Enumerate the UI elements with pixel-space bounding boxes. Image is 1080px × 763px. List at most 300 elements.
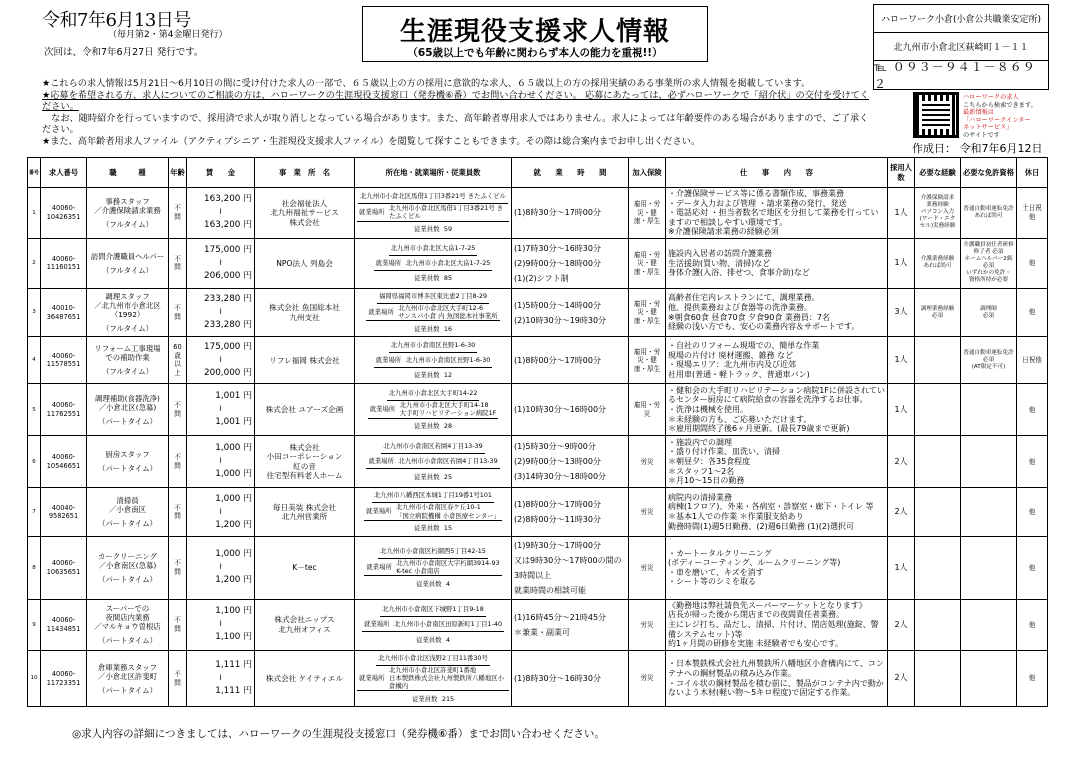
wage-max: 1,000 円 (215, 469, 252, 480)
wage-cell (187, 337, 255, 384)
required-license: 普通自動車運転免許 あれば尚可 (961, 188, 1017, 239)
wage-range-mark: ≀ (218, 207, 223, 218)
job-description: ・介護保険サービス等に係る書類作成、事務業務 ・データ入力および管理 ・請求業務の発行、発送 ・電話応対 ・担当者数名で地区を分担して業務を行っていますので相談しやすい環境です。 ※介護保険請求業務の経験必須 (666, 188, 888, 239)
staff-count-value: 59 (443, 225, 453, 234)
required-experience: 介護業務経験 あれば尚可 (915, 238, 961, 288)
work-location-value: 北九州市小倉北区大手町12-6 サンスパ小倉 内 魚国総本社事業所 (398, 303, 498, 321)
employment-type: （パートタイム） (98, 464, 157, 474)
work-location (364, 559, 501, 576)
wage-cell (187, 436, 255, 488)
work-location (357, 666, 509, 692)
footer-note: ◎求人内容の詳細につきましては、ハローワークの生涯現役支援窓口（発券機⑥番）までお問い合わせください。 (72, 728, 605, 740)
job-description: ・健和会の大手町リハビリテーション病院1Fに併設されているセンター厨房にて病院給食の容器を洗浄するお仕事。 ・洗浄は機械を使用。 ＊未経験の方も、ご応募いただけます。 ＊雇用期間終了後6ヶ月更新。(最長79歳まで更新) (666, 384, 888, 436)
required-experience (915, 536, 961, 599)
row-number: 1 (28, 188, 41, 239)
column-header: 休日 (1017, 158, 1048, 188)
wage-min: 1,100 円 (215, 606, 252, 617)
required-experience (915, 384, 961, 436)
job-title-cell (87, 599, 169, 650)
wage-cell (187, 650, 255, 707)
column-header: 所在地・就業場所・従業員数 (355, 158, 512, 188)
row-number: 4 (28, 337, 41, 384)
work-hours: (1)8時00分～17時00分 (2)8時00分～11時30分 (512, 488, 629, 536)
employment-type: （パートタイム） (98, 519, 157, 529)
work-location (357, 204, 509, 221)
insurance: 労災 (629, 536, 666, 599)
job-id: 40040-9582651 (41, 488, 87, 536)
work-location-label: 就業場所 (359, 208, 385, 217)
insurance: 雇用・労災 (629, 384, 666, 436)
staff-count-label: 従業員数 (413, 524, 440, 533)
job-title: 調理スタッフ ／北九州市小倉北区 （1992） (94, 292, 161, 320)
address-cell (355, 188, 512, 239)
office-box (873, 4, 1049, 90)
page-subtitle: （65歳以上でも年齢に関わらず本人の能力を重視!!） (407, 47, 663, 59)
job-description: 《勤務地は弊社請負先スーパーマーケットとなります》 店長が帰った後から閉店までの夜間責任者業務。 主にレジ打ち、品だし、清掃、片付け、閉店処理(施錠、警備システムセット)等 約1ヶ月間の研修を実施 未経験者でも安心です。 (666, 599, 888, 650)
age-requirement: 不問 (169, 436, 187, 488)
qr-caption: ハローワークの求人 こちらから検索できます。 最新情報は 「ハローワークインター ネットサービス」 のサイトです (963, 94, 1037, 139)
wage-max: 1,200 円 (215, 519, 252, 530)
company-address: 北九州市小倉南区下城野1丁目9-18 (380, 602, 486, 617)
wage-range-mark: ≀ (218, 404, 223, 415)
work-hours: (1)8時00分～17時00分 (512, 337, 629, 384)
job-description: 病院内の清掃業務 病棟(1フロア)、外来・各病室・診察室・廊下・トイレ 等 ＊基本1人での作業 ＊作業服支給あり 勤務時間(1)週5日勤務、(2)週6日勤務 (1)(2)選択可 (666, 488, 888, 536)
holidays: 土日祝他 (1017, 188, 1048, 239)
table-row[interactable] (28, 650, 1048, 707)
company-address: 北九州市小倉北区浅野2丁目11番30号 (376, 651, 490, 666)
wage-range-mark: ≀ (218, 562, 223, 573)
table-row[interactable] (28, 238, 1048, 288)
holidays: 他 (1017, 436, 1048, 488)
wage-max: 233,280 円 (204, 320, 252, 331)
job-title: 厨房スタッフ (105, 450, 150, 460)
address-cell (355, 337, 512, 384)
staff-count-label: 従業員数 (415, 635, 442, 644)
work-location-label: 就業場所 (368, 457, 394, 466)
required-license (961, 599, 1017, 650)
column-header: 求人番号 (41, 158, 87, 188)
company-address: 北九州市小倉北区馬借1丁目3番21号 きたふくビル (358, 189, 508, 204)
staff-count-value: 25 (443, 472, 453, 481)
qr-code-icon[interactable] (913, 92, 959, 138)
holidays: 他 (1017, 650, 1048, 707)
office-name: ハローワーク小倉(小倉公共職業安定所) (874, 5, 1048, 33)
work-hours: (1)16時45分～21時45分 ＊兼業・副業可 (512, 599, 629, 650)
table-row[interactable] (28, 288, 1048, 336)
holidays: 他 (1017, 599, 1048, 650)
insurance: 労災 (629, 488, 666, 536)
note-4: ★また、高年齢者用求人ファイル（アクティブシニア・生涯現役支援求人ファイル）を閲覧して探すこともできます。その際は総合案内までお申し出ください。 (42, 135, 701, 147)
job-title: 訪問介護職員ヘルパー (90, 251, 165, 261)
insurance: 雇用・労災・健康・厚生 (629, 288, 666, 336)
work-location (374, 256, 493, 271)
job-id: 40060-11434851 (41, 599, 87, 650)
row-number: 7 (28, 488, 41, 536)
company-name: 株式会社 ユアーズ企画 (255, 384, 355, 436)
work-hours: (1)9時30分～17時00分 又は9時30分～17時00の間の3時間以上 就業時間の相談可能 (512, 536, 629, 599)
holidays: 日祝他 (1017, 337, 1048, 384)
page-title: 生涯現役支援求人情報 (399, 17, 670, 47)
staff-count (412, 222, 454, 237)
column-header: 番号 (28, 158, 41, 188)
age-requirement: 不問 (169, 188, 187, 239)
staff-count-value: 15 (443, 524, 453, 533)
insurance: 労災 (629, 650, 666, 707)
work-location-label: 就業場所 (365, 507, 392, 516)
job-description: 高齢者住宅内レストランにて、調理業務。 他、提供業務および食器等の洗浄業務。 ※朝食60食 昼食70食 夕食90食 業務員：7名 経験の浅い方でも、安心の業務内容＆サポートです。 (666, 288, 888, 336)
hire-count: 1人 (888, 384, 915, 436)
address-cell (355, 436, 512, 488)
age-requirement: 不問 (169, 536, 187, 599)
company-address: 福岡県福岡市博多区東比恵2丁目8-29 (377, 289, 489, 304)
wage-max: 1,100 円 (215, 632, 252, 643)
column-header: 事 業 所 名 (255, 158, 355, 188)
employment-type: （パートタイム） (98, 685, 157, 695)
work-location-label: 就業場所 (369, 405, 396, 414)
staff-count (412, 419, 454, 434)
wage-range-mark: ≀ (218, 456, 223, 467)
company-name: 株式会社 魚国総本社 九州支社 (255, 288, 355, 336)
work-location (362, 617, 504, 632)
wage-min: 1,111 円 (215, 660, 252, 671)
staff-count-value: 28 (443, 421, 453, 430)
age-requirement: 不問 (169, 599, 187, 650)
work-location-label: 就業場所 (363, 620, 390, 629)
wage-range-mark: ≀ (218, 673, 223, 684)
job-id: 40060-10635651 (41, 536, 87, 599)
staff-count-value: 4 (445, 579, 451, 588)
required-license (961, 488, 1017, 536)
required-license (961, 650, 1017, 707)
staff-count-label: 従業員数 (413, 472, 440, 481)
staff-count (412, 271, 454, 286)
column-header: 賃 金 (187, 158, 255, 188)
holidays: 他 (1017, 238, 1048, 288)
work-location-value: 北九州市小倉南区若園4丁目13-39 (398, 457, 498, 466)
staff-count-label: 従業員数 (413, 371, 440, 380)
required-experience: 介護保険請求 業務経験 パソコン入力 (ワード・エクセル)実務経験 (915, 188, 961, 239)
created-date: 作成日： 令和7年6月12日 (912, 142, 1043, 155)
job-id: 40060-11160151 (41, 238, 87, 288)
title-box (362, 6, 708, 62)
address-cell (355, 238, 512, 288)
column-header: 仕 事 内 容 (666, 158, 888, 188)
age-requirement: 不問 (169, 650, 187, 707)
employment-type: （フルタイム） (102, 265, 153, 275)
work-hours: (1)7時30分～16時30分 (2)9時00分～18時00分 (1)(2)シフト制 (512, 238, 629, 288)
table-row[interactable] (28, 188, 1048, 239)
table-row[interactable] (28, 599, 1048, 650)
wage-cell (187, 536, 255, 599)
work-hours: (1)5時00分～14時00分 (2)10時30分～19時30分 (512, 288, 629, 336)
job-id: 40060-10546651 (41, 436, 87, 488)
job-description: 施設内入居者の訪問介護業務 生活援助(買い物、清掃)など 身体介護(入浴、排せつ、食事介助)など (666, 238, 888, 288)
company-address: 北九州市八幡西区本城1丁目19番1号101 (372, 488, 494, 503)
row-number: 2 (28, 238, 41, 288)
issue-date: 令和7年6月13日号 (42, 10, 191, 31)
company-name: K－tec (255, 536, 355, 599)
age-requirement: 60歳以上 (169, 337, 187, 384)
wage-min: 233,280 円 (204, 294, 252, 305)
wage-cell (187, 288, 255, 336)
address-cell (355, 599, 512, 650)
work-location-value: 北九州市小倉南区長野1-6-30 (405, 355, 491, 364)
wage-max: 1,001 円 (215, 417, 252, 428)
wage-min: 163,200 円 (204, 194, 252, 205)
company-name: 株式会社 小田コーポレーション 紅の音 住宅型有料老人ホーム (255, 436, 355, 488)
column-header: 必要な経験 (915, 158, 961, 188)
required-license (961, 536, 1017, 599)
employment-type: （パートタイム） (98, 636, 157, 646)
wage-min: 1,000 円 (215, 493, 252, 504)
work-location-label: 就業場所 (368, 308, 394, 317)
hire-count: 1人 (888, 337, 915, 384)
work-location-value: 北九州市小倉南区春ケ丘10-1 「国立病院機構 小倉医療センター」 (395, 503, 501, 520)
company-name: NPO法人 列島会 (255, 238, 355, 288)
column-header: 必要な免許資格 (961, 158, 1017, 188)
company-name: 社会福祉法人 北九州福祉サービス 株式会社 (255, 188, 355, 239)
work-location (364, 503, 502, 520)
hire-count: 2人 (888, 650, 915, 707)
required-experience (915, 488, 961, 536)
staff-count-value: 215 (441, 694, 455, 703)
employment-type: （フルタイム） (102, 367, 153, 377)
address-cell (355, 650, 512, 707)
job-title: 事務スタッフ ／介護保険請求業務 (94, 196, 161, 215)
job-title-cell (87, 488, 169, 536)
staff-count (414, 576, 452, 591)
work-hours: (1)10時30分～16時00分 (512, 384, 629, 436)
job-id: 40060-11578551 (41, 337, 87, 384)
work-location-value: 北九州市小倉北区馬借1丁目3番21号 きたふくビル (389, 204, 504, 221)
office-address: 北九州市小倉北区萩崎町１－１１ (874, 33, 1048, 61)
wage-range-mark: ≀ (218, 506, 223, 517)
wage-max: 163,200 円 (204, 220, 252, 231)
issue-frequency: （毎月第2・第4金曜日発行） (108, 30, 228, 40)
staff-count (414, 632, 452, 647)
wage-max: 1,111 円 (215, 686, 252, 697)
required-license (961, 436, 1017, 488)
company-name: 株式会社 ケイティエル (255, 650, 355, 707)
required-license (961, 384, 1017, 436)
work-location-value: 北九州市小倉北区大畠1-7-25 (405, 258, 491, 267)
wage-cell (187, 188, 255, 239)
employment-type: （フルタイム） (102, 324, 153, 334)
age-requirement: 不問 (169, 238, 187, 288)
required-experience (915, 436, 961, 488)
job-title-cell (87, 436, 169, 488)
employment-type: （パートタイム） (98, 574, 157, 584)
company-address: 北九州市小倉南区若園4丁目13-39 (381, 439, 484, 454)
wage-max: 200,000 円 (204, 367, 252, 378)
table-row[interactable] (28, 436, 1048, 488)
staff-count-label: 従業員数 (411, 694, 438, 703)
work-location (366, 454, 499, 469)
wage-cell (187, 488, 255, 536)
insurance: 雇用・労災・健康・厚生 (629, 238, 666, 288)
job-title: リフォーム工事現場 での補助作業 (94, 344, 161, 363)
address-cell (355, 288, 512, 336)
insurance: 労災 (629, 599, 666, 650)
wage-min: 1,000 円 (215, 549, 252, 560)
row-number: 6 (28, 436, 41, 488)
required-experience (915, 599, 961, 650)
column-header: 採用人数 (888, 158, 915, 188)
work-location-value: 北九州市小倉北区許斐町1番地 日本製鉄株式会社九州製鉄所八幡地区小倉構内 (389, 665, 505, 691)
required-experience (915, 650, 961, 707)
work-location-label: 就業場所 (366, 563, 392, 572)
holidays: 他 (1017, 384, 1048, 436)
required-experience (915, 337, 961, 384)
job-title-cell (87, 238, 169, 288)
job-title-cell (87, 384, 169, 436)
company-address: 北九州市小倉南区長野1-6-30 (389, 338, 478, 353)
wage-min: 175,000 円 (204, 341, 252, 352)
employment-type: （フルタイム） (102, 219, 153, 229)
wage-max: 206,000 円 (204, 270, 252, 281)
work-location-label: 就業場所 (375, 355, 402, 364)
row-number: 9 (28, 599, 41, 650)
hire-count: 2人 (888, 488, 915, 536)
note-1: ★これらの求人情報は5月21日～6月10日の間に受け付けた求人の一部で、６５歳以上の方の採用に意欲的な求人、６５歳以上の方の採用実績のある事業所の求人情報を掲載しています。 (42, 78, 811, 89)
job-title-cell (87, 288, 169, 336)
notes (42, 78, 872, 148)
work-hours: (1)8時30分～17時00分 (512, 188, 629, 239)
column-header: 就 業 時 間 (512, 158, 629, 188)
age-requirement: 不問 (169, 384, 187, 436)
hire-count: 1人 (888, 238, 915, 288)
age-requirement: 不問 (169, 288, 187, 336)
work-location-value: 北九州市小倉南区大字朽網3914-93 K-tec 小倉南店 (396, 559, 500, 576)
job-table (27, 157, 1048, 707)
staff-count-label: 従業員数 (413, 324, 440, 333)
job-title-cell (87, 188, 169, 239)
staff-count-value: 85 (443, 274, 453, 283)
insurance: 労災 (629, 436, 666, 488)
work-location-value: 北九州市小倉北区大手町14-18 大手町リハビリテーション病院1F (399, 401, 497, 418)
wage-range-mark: ≀ (218, 354, 223, 365)
job-id: 40060-11762551 (41, 384, 87, 436)
job-title-cell (87, 650, 169, 707)
staff-count (412, 469, 454, 484)
holidays: 他 (1017, 288, 1048, 336)
hire-count: 3人 (888, 288, 915, 336)
staff-count (412, 321, 454, 336)
job-title: 倉庫業務スタッフ ／小倉北区許斐町 (97, 662, 158, 681)
table-body (28, 188, 1048, 707)
staff-count-label: 従業員数 (413, 274, 440, 283)
company-name: リフレ福岡 株式会社 (255, 337, 355, 384)
holidays: 他 (1017, 536, 1048, 599)
staff-count-label: 従業員数 (415, 579, 442, 588)
job-description: ・施設内での調理 ・盛り付け作業、皿洗い、清掃 ＊朝昼夕：各35食程度 ＊スタッフ1～2名 ＊月10～15日の勤務 (666, 436, 888, 488)
required-license: 介護職員初任者研修 修了者 必須 ホームヘルパー2級 必須 いずれかの免許・ 資格所持が必要 (961, 238, 1017, 288)
address-cell (355, 536, 512, 599)
staff-count (410, 691, 456, 706)
hire-count: 1人 (888, 536, 915, 599)
table-header (28, 158, 1048, 188)
staff-count (412, 368, 454, 383)
row-number: 5 (28, 384, 41, 436)
note-2: ★応募を希望される方、求人についてのご相談の方は、ハローワークの生涯現役支援窓口（発券機⑥番）でお問い合わせください。 応募にあたっては、必ずハローワークで「紹介状」の交付を受けてください。 (42, 89, 869, 113)
table-row[interactable] (28, 488, 1048, 536)
staff-count (412, 521, 454, 536)
job-title: 清掃員 ／小倉南区 (109, 496, 146, 515)
office-phone: ℡ ０９３－９４１－８６９２ (874, 60, 1036, 91)
work-location (366, 304, 499, 321)
staff-count-value: 16 (443, 324, 453, 333)
age-requirement: 不問 (169, 488, 187, 536)
holidays: 他 (1017, 488, 1048, 536)
staff-count-value: 12 (443, 371, 453, 380)
insurance: 雇用・労災・健康・厚生 (629, 337, 666, 384)
job-description: ・自社のリフォーム現場での、簡単な作業 現場の片付け 廃材運搬、雑務 など ・現場エリア：北九州市内及び近郊 社用車(普通・軽トラック、普通車バン) (666, 337, 888, 384)
work-location-label: 就業場所 (375, 258, 402, 267)
column-header: 加入保険 (629, 158, 666, 188)
required-experience: 調理業務経験 必須 (915, 288, 961, 336)
job-title-cell (87, 337, 169, 384)
wage-cell (187, 599, 255, 650)
job-title: カークリーニング ／小倉南区(急募) (98, 551, 157, 570)
job-id: 40060-11723351 (41, 650, 87, 707)
wage-range-mark: ≀ (218, 257, 223, 268)
column-header: 年齢 (169, 158, 187, 188)
wage-min: 1,001 円 (215, 391, 252, 402)
work-location (368, 401, 499, 418)
wage-range-mark: ≀ (218, 619, 223, 630)
company-address: 北九州市小倉南区朽網西5丁目42-15 (378, 544, 488, 559)
work-hours: (1)8時30分～16時30分 (512, 650, 629, 707)
staff-count-value: 4 (445, 635, 451, 644)
address-cell (355, 384, 512, 436)
address-cell (355, 488, 512, 536)
row-number: 8 (28, 536, 41, 599)
wage-min: 175,000 円 (204, 244, 252, 255)
insurance: 雇用・労災・健康・厚生 (629, 188, 666, 239)
table-row[interactable] (28, 337, 1048, 384)
job-id: 40010-36487651 (41, 288, 87, 336)
job-title: スーパーでの 夜間店内業務 ／マルキョウ曽根店 (94, 604, 161, 632)
employment-type: （パートタイム） (98, 416, 157, 426)
table-row[interactable] (28, 536, 1048, 599)
company-name: 毎日美装 株式会社 北九州営業所 (255, 488, 355, 536)
job-description: ・カートータルクリーニング (ボディーコーティング、ルームクリーニング等) ・車を磨いて、キズを消す ・シート等のシミを取る (666, 536, 888, 599)
work-hours: (1)5時30分～9時00分 (2)9時00分～13時00分 (3)14時30分～18時00分 (512, 436, 629, 488)
job-title: 調理補助(食器洗浄) ／小倉北区(急募) (95, 393, 160, 412)
staff-count-label: 従業員数 (413, 225, 440, 234)
work-location-value: 北九州市小倉南区田原新町1丁目1-40 (393, 620, 503, 629)
hire-count: 2人 (888, 599, 915, 650)
wage-min: 1,000 円 (215, 443, 252, 454)
job-description: ・日本製鉄株式会社九州製鉄所八幡地区小倉構内にて、コンテナへの鋼材製品の積み込み作業。 ・コイル状の鋼材製品を積む前に、製品がコンテナ内で動かないよう木材(軽い物～5キロ程度)で固定する作業。 (666, 650, 888, 707)
company-address: 北九州市小倉北区大手町14-22 (387, 386, 480, 401)
company-address: 北九州市小倉北区大畠1-7-25 (389, 241, 478, 256)
required-license: 調理師 必須 (961, 288, 1017, 336)
wage-range-mark: ≀ (218, 307, 223, 318)
wage-cell (187, 384, 255, 436)
staff-count-label: 従業員数 (413, 421, 440, 430)
wage-cell (187, 238, 255, 288)
job-id: 40060-10426351 (41, 188, 87, 239)
work-location (374, 353, 493, 368)
next-issue: 次回は、令和7年6月27日 発行です。 (44, 47, 204, 58)
required-license: 普通自動車運転免許 必須 (AT限定不可) (961, 337, 1017, 384)
row-number: 10 (28, 650, 41, 707)
hire-count: 2人 (888, 436, 915, 488)
table-row[interactable] (28, 384, 1048, 436)
note-3: なお、随時紹介を行っていますので、採用済で求人が取り消しとなっている場合があります。また、高年齢者専用求人ではありません。求人によっては年齢要件のある場合がありますので、ご了承ください。 (42, 112, 869, 136)
row-number: 3 (28, 288, 41, 336)
